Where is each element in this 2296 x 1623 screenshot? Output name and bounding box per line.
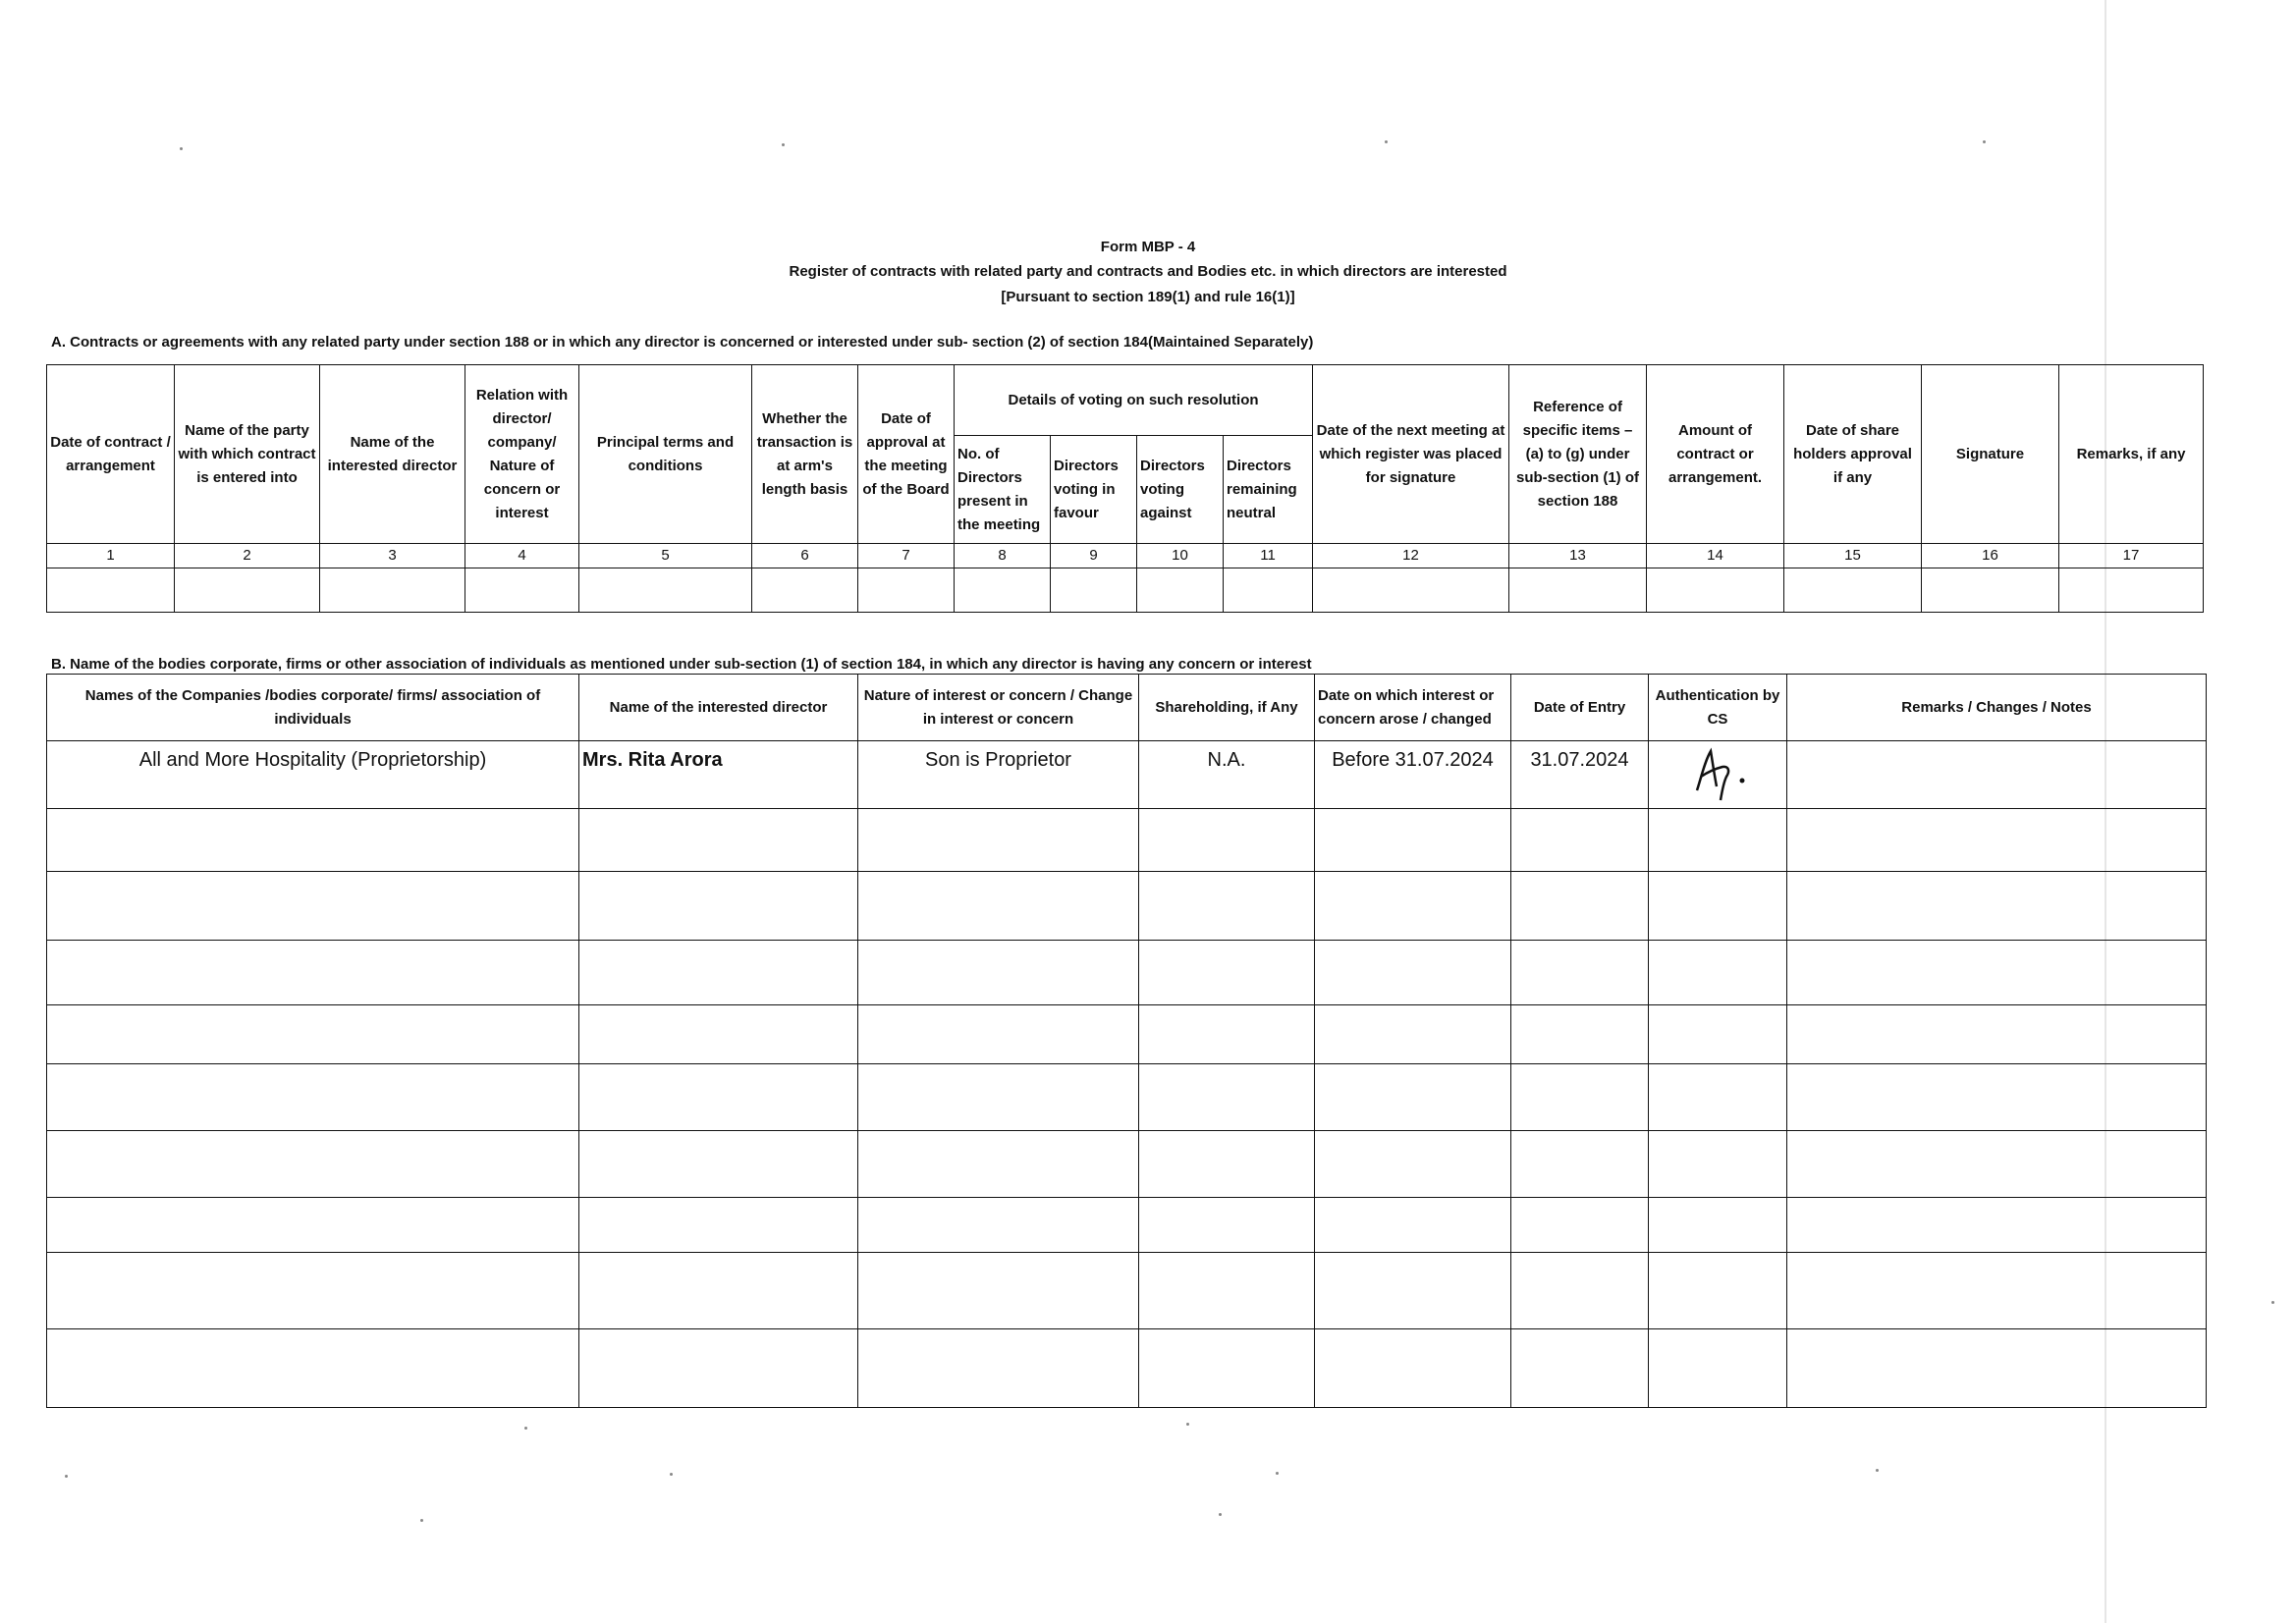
empty-cell (47, 568, 175, 613)
column-number: 2 (175, 544, 320, 568)
empty-cell (1224, 568, 1313, 613)
empty-cell (1137, 568, 1224, 613)
b-col-header-8: Remarks / Changes / Notes (1787, 675, 2207, 741)
column-number: 15 (1784, 544, 1922, 568)
empty-cell (1784, 568, 1922, 613)
col-header-2: Name of the party with which contract is entered into (175, 365, 320, 544)
shareholding: N.A. (1139, 741, 1315, 809)
empty-cell (858, 568, 955, 613)
remarks (1787, 741, 2207, 809)
table-row (47, 941, 2207, 1005)
empty-cell (175, 568, 320, 613)
b-col-header-2: Name of the interested director (579, 675, 858, 741)
section-a-table (46, 364, 2204, 613)
column-number: 5 (579, 544, 752, 568)
col-header-12: Date of the next meeting at which register was placed for signature (1313, 365, 1509, 544)
column-number: 12 (1313, 544, 1509, 568)
cs-authentication (1649, 741, 1787, 809)
signature-icon (1691, 743, 1760, 806)
column-number: 3 (320, 544, 465, 568)
empty-cell (955, 568, 1051, 613)
col-header-13: Reference of specific items – (a) to (g) under sub-section (1) of section 188 (1509, 365, 1647, 544)
col-header-16: Signature (1922, 365, 2059, 544)
col-header-7: Date of approval at the meeting of the Board (858, 365, 955, 544)
empty-cell (320, 568, 465, 613)
column-number: 4 (465, 544, 579, 568)
scan-speck (1876, 1469, 1879, 1472)
b-col-header-6: Date of Entry (1511, 675, 1649, 741)
table-row (47, 1064, 2207, 1131)
table-row (47, 741, 2207, 809)
form-subtitle: Register of contracts with related party and contracts and Bodies etc. in which directors are interested (789, 263, 1507, 280)
scan-speck (670, 1473, 673, 1476)
table-row (47, 568, 2204, 613)
empty-cell (1922, 568, 2059, 613)
col-header-10: Directors voting against (1137, 436, 1224, 544)
b-col-header-5: Date on which interest or concern arose / changed (1315, 675, 1511, 741)
col-header-8: No. of Directors present in the meeting (955, 436, 1051, 544)
scan-speck (1983, 140, 1986, 143)
empty-cell (579, 568, 752, 613)
empty-cell (1313, 568, 1509, 613)
scan-speck (1186, 1423, 1189, 1426)
scan-speck (1219, 1513, 1222, 1516)
table-row (47, 1005, 2207, 1064)
col-header-9: Directors voting in favour (1051, 436, 1137, 544)
col-header-1: Date of contract / arrangement (47, 365, 175, 544)
b-col-header-3: Nature of interest or concern / Change in interest or concern (858, 675, 1139, 741)
col-header-14: Amount of contract or arrangement. (1647, 365, 1784, 544)
scan-speck (524, 1427, 527, 1430)
voting-group-header: Details of voting on such resolution (955, 365, 1313, 436)
form-title: Form MBP - 4 (1100, 239, 1196, 255)
col-header-6: Whether the transaction is at arm's length basis (752, 365, 858, 544)
table-row (47, 1131, 2207, 1198)
table-row (47, 1329, 2207, 1408)
section-b-heading: B. Name of the bodies corporate, firms or other association of individuals as mentioned under sub-section (1) of section 184, in which any director is having any concern or interest (51, 656, 1312, 673)
empty-cell (1647, 568, 1784, 613)
nature-of-interest: Son is Proprietor (858, 741, 1139, 809)
table-row (47, 1253, 2207, 1329)
column-number: 11 (1224, 544, 1313, 568)
scan-speck (180, 147, 183, 150)
col-header-11: Directors remaining neutral (1224, 436, 1313, 544)
interested-director: Mrs. Rita Arora (579, 741, 858, 809)
b-col-header-7: Authentication by CS (1649, 675, 1787, 741)
column-number: 10 (1137, 544, 1224, 568)
table-row (47, 1198, 2207, 1253)
section-a-heading: A. Contracts or agreements with any related party under section 188 or in which any director is concerned or interested under sub- section (2) of section 184(Maintained Separately) (51, 334, 1314, 351)
date-entry: 31.07.2024 (1511, 741, 1649, 809)
scan-speck (2271, 1301, 2274, 1304)
table-row (47, 809, 2207, 872)
scan-speck (782, 143, 785, 146)
empty-cell (752, 568, 858, 613)
b-col-header-4: Shareholding, if Any (1139, 675, 1315, 741)
empty-cell (1509, 568, 1647, 613)
scan-speck (65, 1475, 68, 1478)
scan-speck (1276, 1472, 1279, 1475)
column-number: 1 (47, 544, 175, 568)
scan-speck (420, 1519, 423, 1522)
column-number: 9 (1051, 544, 1137, 568)
company-name: All and More Hospitality (Proprietorship) (47, 741, 579, 809)
column-number: 16 (1922, 544, 2059, 568)
column-number-row (47, 544, 2204, 568)
table-row (47, 872, 2207, 941)
empty-cell (2059, 568, 2204, 613)
col-header-3: Name of the interested director (320, 365, 465, 544)
column-number: 6 (752, 544, 858, 568)
column-number: 8 (955, 544, 1051, 568)
column-number: 17 (2059, 544, 2204, 568)
column-number: 13 (1509, 544, 1647, 568)
column-number: 7 (858, 544, 955, 568)
col-header-17: Remarks, if any (2059, 365, 2204, 544)
scan-speck (1385, 140, 1388, 143)
column-number: 14 (1647, 544, 1784, 568)
b-col-header-1: Names of the Companies /bodies corporate/ firms/ association of individuals (47, 675, 579, 741)
col-header-5: Principal terms and conditions (579, 365, 752, 544)
empty-cell (465, 568, 579, 613)
section-b-table (46, 674, 2207, 1408)
empty-cell (1051, 568, 1137, 613)
col-header-15: Date of share holders approval if any (1784, 365, 1922, 544)
date-arose: Before 31.07.2024 (1315, 741, 1511, 809)
col-header-4: Relation with director/ company/ Nature of concern or interest (465, 365, 579, 544)
form-pursuant: [Pursuant to section 189(1) and rule 16(1)] (1001, 289, 1295, 305)
